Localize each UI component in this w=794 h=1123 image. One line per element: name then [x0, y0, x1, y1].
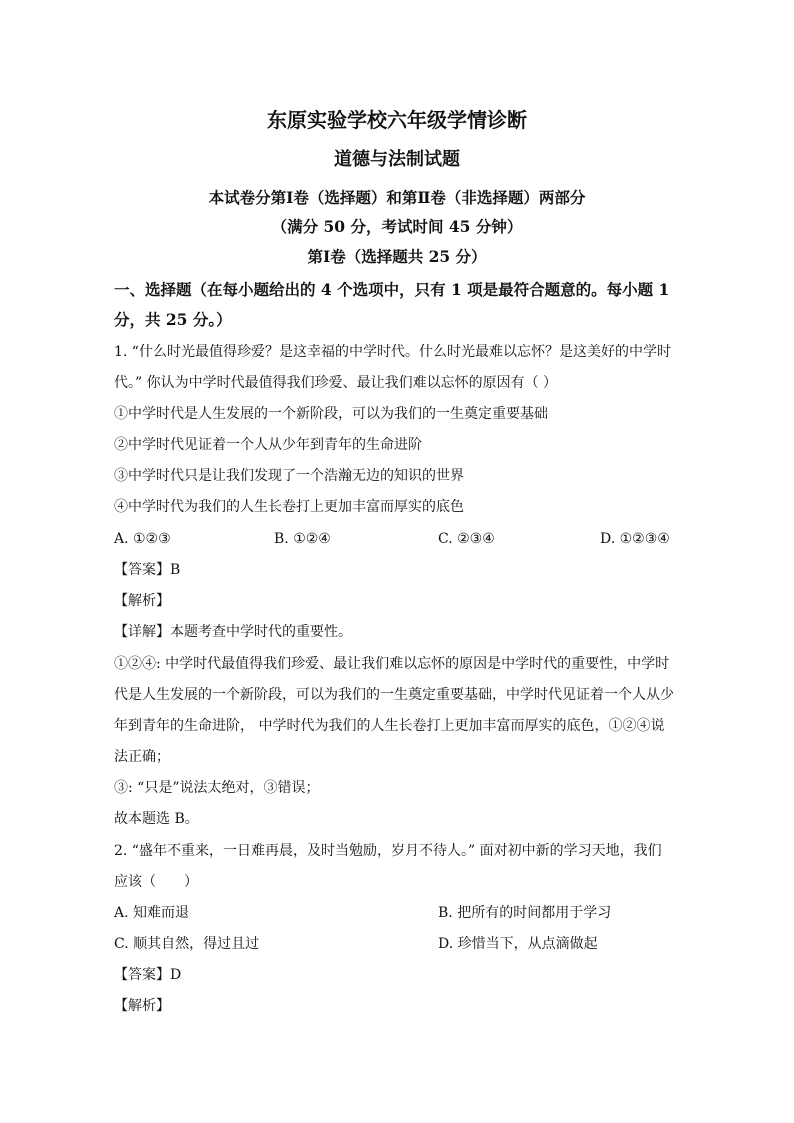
q1-option-d: D. ①②③④ — [600, 531, 670, 547]
q2-option-b: B. 把所有的时间都用于学习 — [438, 905, 612, 921]
subject-title: 道德与法制试题 — [334, 149, 460, 170]
q1-statement-2: ②中学时代见证着一个人从少年到青年的生命进阶 — [114, 437, 422, 453]
q1-stem-line2: 代。” 你认为中学时代最值得我们珍爱、最让我们难以忘怀的原因有（ ） — [114, 375, 558, 391]
q1-detail-6: ③: “只是”说法太绝对，③错误； — [114, 780, 320, 796]
q1-detail-2: ①②④: 中学时代最值得我们珍爱、最让我们难以忘怀的原因是中学时代的重要性，中学时 — [114, 656, 670, 672]
q1-statement-3: ③中学时代只是让我们发现了一个浩瀚无边的知识的世界 — [114, 468, 464, 484]
q2-option-d: D. 珍惜当下，从点滴做起 — [438, 936, 598, 952]
section1-heading-line1: 一、选择题（在每小题给出的 4 个选项中，只有 1 项是最符合题意的。每小题 1 — [114, 280, 670, 299]
q2-analysis-label: 【解析】 — [114, 998, 170, 1014]
q1-option-b: B. ①②④ — [274, 531, 331, 547]
part1-title: 第Ⅰ卷（选择题共 25 分） — [307, 247, 487, 266]
q2-stem-line2: 应该（ ） — [114, 874, 198, 890]
q1-option-a: A. ①②③ — [114, 531, 171, 547]
q2-option-a: A. 知难而退 — [114, 905, 190, 921]
q1-statement-4: ④中学时代为我们的人生长卷打上更加丰富而厚实的底色 — [114, 499, 464, 515]
q1-conclusion: 故本题选 B。 — [114, 811, 199, 827]
q2-stem-line1: 2. “盛年不重来，一日难再晨，及时当勉励，岁月不待人。” 面对初中新的学习天地，我们 — [114, 843, 662, 859]
q1-answer: 【答案】B — [114, 562, 181, 578]
structure-note: 本试卷分第Ⅰ卷（选择题）和第Ⅱ卷（非选择题）两部分 — [208, 188, 586, 207]
q1-detail-5: 法正确； — [114, 749, 170, 765]
score-time-note: （满分 50 分，考试时间 45 分钟） — [271, 217, 523, 236]
section1-heading-line2: 分，共 25 分。） — [114, 310, 232, 329]
q1-statement-1: ①中学时代是人生发展的一个新阶段，可以为我们的一生奠定重要基础 — [114, 406, 548, 422]
q1-detail-3: 代是人生发展的一个新阶段，可以为我们的一生奠定重要基础，中学时代见证着一个人从少 — [114, 687, 674, 703]
q2-option-c: C. 顺其自然，得过且过 — [114, 936, 260, 952]
q1-analysis-label: 【解析】 — [114, 593, 170, 609]
q1-stem-line1: 1. “什么时光最值得珍爱？是这幸福的中学时代。什么时光最难以忘怀？是这美好的中学时 — [114, 344, 671, 360]
q1-option-c: C. ②③④ — [438, 531, 495, 547]
q2-answer: 【答案】D — [114, 967, 182, 983]
school-title: 东原实验学校六年级学情诊断 — [267, 108, 527, 132]
q1-detail-4: 年到青年的生命进阶， 中学时代为我们的人生长卷打上更加丰富而厚实的底色，①②④说 — [114, 718, 665, 734]
q1-detail-1: 【详解】本题考查中学时代的重要性。 — [114, 624, 352, 640]
